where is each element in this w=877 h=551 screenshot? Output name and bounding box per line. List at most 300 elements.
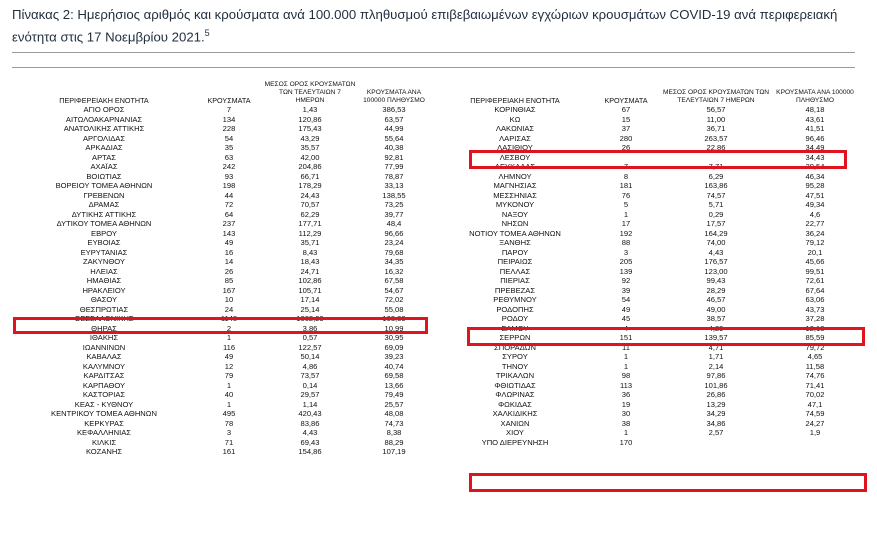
table-row bbox=[14, 333, 432, 343]
per100k-cell: 43,61 bbox=[805, 114, 825, 124]
per100k-cell: 39,23 bbox=[384, 352, 404, 361]
per100k-cell: 67,64 bbox=[805, 285, 825, 295]
cases-cell: 7 bbox=[623, 162, 629, 171]
avg7-cell: 74,57 bbox=[706, 190, 726, 200]
per100k-cell: 96,66 bbox=[384, 228, 404, 238]
cases-cell: 39 bbox=[621, 285, 631, 295]
per100k-cell: 69,09 bbox=[384, 342, 404, 352]
right-table-header bbox=[440, 83, 860, 105]
region-cell: ΣΠΟΡΑΔΩΝ bbox=[494, 342, 536, 352]
region-cell: ΚΑΡΔΙΤΣΑΣ bbox=[83, 371, 125, 380]
cases-cell: 15 bbox=[621, 114, 631, 124]
avg7-cell: 1,71 bbox=[708, 352, 724, 361]
highlight-box-chanion bbox=[469, 473, 867, 492]
region-cell: ΑΝΑΤΟΛΙΚΗΣ ΑΤΤΙΚΗΣ bbox=[63, 124, 145, 133]
table-row bbox=[14, 286, 432, 296]
region-cell: ΕΥΒΟΙΑΣ bbox=[87, 238, 121, 247]
avg7-cell: 25,14 bbox=[300, 304, 320, 314]
per100k-cell: 34,43 bbox=[805, 152, 825, 162]
per100k-cell: 63,57 bbox=[384, 114, 404, 124]
avg7-cell: 4,43 bbox=[302, 428, 318, 437]
cases-cell: 1 bbox=[226, 333, 232, 342]
cases-cell: 192 bbox=[619, 228, 633, 238]
region-cell: ΦΛΩΡΙΝΑΣ bbox=[495, 390, 535, 399]
header-rule bbox=[12, 67, 855, 68]
avg7-cell: 70,57 bbox=[300, 200, 320, 209]
table-row bbox=[440, 200, 860, 210]
cases-cell: 116 bbox=[222, 342, 236, 352]
cases-cell: 181 bbox=[619, 181, 633, 190]
cases-cell: 17 bbox=[621, 219, 631, 228]
table-row bbox=[440, 219, 860, 229]
avg7-cell: 4,43 bbox=[708, 247, 724, 257]
table-row bbox=[440, 257, 860, 267]
avg7-cell: 24,43 bbox=[300, 190, 320, 200]
region-cell: ΡΕΘΥΜΝΟΥ bbox=[493, 295, 537, 304]
per100k-cell: 43,73 bbox=[805, 304, 825, 314]
table-row bbox=[14, 267, 432, 277]
avg7-cell: 83,86 bbox=[300, 418, 320, 428]
avg7-cell: 99,43 bbox=[706, 276, 726, 285]
table-row bbox=[14, 419, 432, 429]
table-row bbox=[440, 428, 860, 438]
cases-cell: 30 bbox=[621, 409, 631, 418]
region-cell: ΠΙΕΡΙΑΣ bbox=[500, 276, 530, 285]
region-cell: ΒΟΡΕΙΟΥ ΤΟΜΕΑ ΑΘΗΝΩΝ bbox=[55, 181, 153, 190]
table-row bbox=[14, 390, 432, 400]
per100k-cell: 4,65 bbox=[807, 352, 823, 361]
avg7-cell: 36,71 bbox=[706, 124, 726, 133]
per100k-cell: 74,73 bbox=[384, 418, 404, 428]
cases-cell: 38 bbox=[621, 418, 631, 428]
per100k-cell: 55,08 bbox=[384, 304, 404, 314]
cases-cell: 85 bbox=[224, 276, 234, 285]
table-row bbox=[14, 400, 432, 410]
per100k-cell: 40,74 bbox=[384, 361, 404, 371]
avg7-cell: 1,43 bbox=[302, 105, 318, 114]
table-row bbox=[440, 286, 860, 296]
cases-cell: 280 bbox=[619, 133, 633, 143]
cases-cell: 98 bbox=[621, 371, 631, 380]
per100k-cell: 103,39 bbox=[382, 314, 406, 323]
region-cell: ΧΙΟΥ bbox=[506, 428, 524, 437]
region-cell: ΜΕΣΣΗΝΙΑΣ bbox=[493, 190, 537, 200]
table-row bbox=[14, 305, 432, 315]
region-cell: ΜΑΓΝΗΣΙΑΣ bbox=[493, 181, 537, 190]
region-cell: ΜΥΚΟΝΟΥ bbox=[495, 200, 535, 209]
region-cell: ΘΗΡΑΣ bbox=[91, 323, 117, 333]
avg7-cell: 49,00 bbox=[706, 304, 726, 314]
region-cell: ΠΕΙΡΑΙΩΣ bbox=[497, 257, 533, 266]
avg7-cell: 2,14 bbox=[708, 361, 724, 371]
avg7-cell: 56,57 bbox=[706, 105, 726, 114]
per100k-cell: 23,24 bbox=[384, 238, 404, 247]
avg7-cell: 204,86 bbox=[298, 162, 322, 171]
table-row bbox=[14, 371, 432, 381]
cases-cell: 14 bbox=[224, 257, 234, 266]
avg7-cell: 34,86 bbox=[706, 418, 726, 428]
per100k-cell: 29,54 bbox=[805, 162, 825, 171]
header-cases: ΚΡΟΥΣΜΑΤΑ bbox=[604, 96, 648, 105]
per100k-cell: 16,32 bbox=[384, 266, 404, 276]
per100k-cell: 44,99 bbox=[384, 124, 404, 133]
cases-cell: 1 bbox=[226, 399, 232, 409]
cases-cell: 143 bbox=[222, 228, 236, 238]
region-cell: ΚΕΑΣ - ΚΥΘΝΟΥ bbox=[74, 399, 134, 409]
avg7-cell: 11,00 bbox=[706, 114, 726, 124]
cases-cell: 1 bbox=[623, 361, 629, 371]
per100k-cell: 77,99 bbox=[384, 162, 404, 171]
table-row bbox=[440, 181, 860, 191]
per100k-cell: 34,35 bbox=[384, 257, 404, 266]
per100k-cell: 37,28 bbox=[805, 314, 825, 323]
table-row bbox=[440, 371, 860, 381]
avg7-cell: 62,29 bbox=[300, 209, 320, 219]
per100k-cell: 54,67 bbox=[384, 285, 404, 295]
cases-cell: 36 bbox=[621, 390, 631, 399]
region-cell: ΚΟΖΑΝΗΣ bbox=[85, 447, 123, 456]
header-avg7: ΜΕΣΟΣ ΟΡΟΣ ΚΡΟΥΣΜΑΤΩΝ ΤΩΝ ΤΕΛΕΥΤΑΙΩΝ 7 ΗΜΕΡΩΝ bbox=[264, 81, 356, 104]
region-cell: ΝΟΤΙΟΥ ΤΟΜΕΑ ΑΘΗΝΩΝ bbox=[469, 228, 561, 238]
region-cell: ΧΑΛΚΙΔΙΚΗΣ bbox=[492, 409, 538, 418]
avg7-cell: 26,86 bbox=[706, 390, 726, 399]
region-cell: ΤΗΝΟΥ bbox=[501, 361, 529, 371]
avg7-cell: 163,86 bbox=[704, 181, 728, 190]
table-row bbox=[14, 210, 432, 220]
region-cell: ΑΓΙΟ ΟΡΟΣ bbox=[83, 105, 125, 114]
cases-cell: 7 bbox=[226, 105, 232, 114]
avg7-cell: 69,43 bbox=[300, 437, 320, 447]
avg7-cell: 18,43 bbox=[300, 257, 320, 266]
avg7-cell: 154,86 bbox=[298, 447, 322, 456]
per100k-cell: 45,66 bbox=[805, 257, 825, 266]
cases-cell: 1 bbox=[226, 380, 232, 390]
per100k-cell: 70,02 bbox=[805, 390, 825, 399]
cases-cell: 19 bbox=[621, 399, 631, 409]
cases-cell: 49 bbox=[224, 238, 234, 247]
avg7-cell: 120,86 bbox=[298, 114, 322, 124]
region-cell: ΠΕΛΛΑΣ bbox=[499, 266, 531, 276]
per100k-cell: 69,58 bbox=[384, 371, 404, 380]
table-row bbox=[14, 295, 432, 305]
region-cell: ΥΠΟ ΔΙΕΡΕΥΝΗΣΗ bbox=[481, 437, 549, 447]
per100k-cell: 79,49 bbox=[384, 390, 404, 399]
cases-cell: 64 bbox=[224, 209, 234, 219]
table-row bbox=[14, 362, 432, 372]
top-rule bbox=[12, 52, 855, 53]
table-row bbox=[440, 229, 860, 239]
cases-cell: 88 bbox=[621, 238, 631, 247]
table-row bbox=[440, 314, 860, 324]
cases-cell: 495 bbox=[222, 409, 236, 418]
region-cell: ΚΙΛΚΙΣ bbox=[91, 437, 117, 447]
region-cell: ΝΑΞΟΥ bbox=[501, 209, 529, 219]
table-row bbox=[440, 352, 860, 362]
table-row bbox=[14, 162, 432, 172]
cases-cell: 167 bbox=[222, 285, 236, 295]
cases-cell: 79 bbox=[224, 371, 234, 380]
per100k-cell: 92,81 bbox=[384, 152, 404, 162]
per100k-cell: 11,58 bbox=[805, 361, 825, 371]
cases-cell: 4 bbox=[623, 323, 629, 333]
region-cell: ΞΑΝΘΗΣ bbox=[499, 238, 531, 247]
per100k-cell: 40,38 bbox=[384, 143, 404, 152]
cases-cell: 49 bbox=[621, 304, 631, 314]
per100k-cell: 55,64 bbox=[384, 133, 404, 143]
cases-cell: 54 bbox=[224, 133, 234, 143]
region-cell: ΚΑΣΤΟΡΙΑΣ bbox=[82, 390, 126, 399]
per100k-cell: 41,51 bbox=[805, 124, 825, 133]
cases-cell: 3 bbox=[226, 428, 232, 437]
region-cell: ΣΥΡΟΥ bbox=[502, 352, 528, 361]
region-cell: ΗΡΑΚΛΕΙΟΥ bbox=[82, 285, 126, 295]
header-per100k: ΚΡΟΥΣΜΑΤΑ ΑΝΑ 100000 ΠΛΗΘΥΣΜΟ bbox=[363, 89, 425, 104]
table-row bbox=[14, 447, 432, 457]
avg7-cell: 24,71 bbox=[300, 266, 320, 276]
per100k-cell: 85,59 bbox=[805, 333, 825, 342]
avg7-cell: 74,00 bbox=[706, 238, 726, 247]
per100k-cell: 99,51 bbox=[805, 266, 825, 276]
highlight-box-lasithiou bbox=[469, 150, 847, 169]
region-cell: ΚΟΡΙΝΘΙΑΣ bbox=[494, 105, 536, 114]
per100k-cell: 72,61 bbox=[805, 276, 825, 285]
avg7-cell: 34,29 bbox=[706, 409, 726, 418]
region-cell: ΙΘΑΚΗΣ bbox=[89, 333, 119, 342]
avg7-cell: 1002,29 bbox=[296, 314, 324, 323]
table-row bbox=[440, 248, 860, 258]
region-cell: ΘΕΣΠΡΩΤΙΑΣ bbox=[79, 304, 129, 314]
table-row bbox=[440, 124, 860, 134]
avg7-cell: 17,14 bbox=[300, 295, 320, 304]
avg7-cell: 35,57 bbox=[300, 143, 320, 152]
region-cell: ΑΧΑΪΑΣ bbox=[90, 162, 118, 171]
cases-cell: 5 bbox=[623, 200, 629, 209]
per100k-cell: 95,28 bbox=[805, 181, 825, 190]
per100k-cell bbox=[770, 438, 860, 448]
avg7-cell: 420,43 bbox=[298, 409, 322, 418]
cases-cell: 54 bbox=[621, 295, 631, 304]
per100k-cell: 46,34 bbox=[805, 171, 825, 181]
cases-cell: 78 bbox=[224, 418, 234, 428]
cases-cell: 37 bbox=[621, 124, 631, 133]
region-cell: ΚΕΦΑΛΛΗΝΙΑΣ bbox=[76, 428, 132, 437]
per100k-cell: 63,06 bbox=[805, 295, 825, 304]
table-row bbox=[14, 172, 432, 182]
per100k-cell: 107,19 bbox=[382, 447, 406, 456]
per100k-cell: 48,4 bbox=[386, 219, 402, 228]
per100k-cell: 67,58 bbox=[384, 276, 404, 285]
table-row bbox=[440, 381, 860, 391]
avg7-cell: 73,57 bbox=[300, 371, 320, 380]
region-cell: ΕΥΡΥΤΑΝΙΑΣ bbox=[80, 247, 128, 257]
per100k-cell: 1,9 bbox=[809, 428, 821, 437]
per100k-cell: 79,12 bbox=[805, 238, 825, 247]
table-row bbox=[14, 134, 432, 144]
table-row bbox=[440, 105, 860, 115]
avg7-cell: 5,71 bbox=[708, 200, 724, 209]
avg7-cell: 4,71 bbox=[708, 342, 724, 352]
region-cell: ΒΟΙΩΤΙΑΣ bbox=[86, 171, 122, 181]
table-row bbox=[440, 390, 860, 400]
table-row bbox=[14, 181, 432, 191]
per100k-cell: 25,57 bbox=[384, 399, 404, 409]
region-cell: ΕΒΡΟΥ bbox=[91, 228, 117, 238]
cases-cell: 237 bbox=[222, 219, 236, 228]
cases-cell: 139 bbox=[619, 266, 633, 276]
per100k-cell: 138,55 bbox=[382, 190, 406, 200]
avg7-cell: 13,29 bbox=[706, 399, 726, 409]
table-row bbox=[440, 267, 860, 277]
avg7-cell: 66,71 bbox=[300, 171, 320, 181]
region-cell: ΣΕΡΡΩΝ bbox=[499, 333, 531, 342]
avg7-cell: 8,43 bbox=[302, 247, 318, 257]
table-row bbox=[14, 381, 432, 391]
avg7-cell: 50,14 bbox=[300, 352, 320, 361]
per100k-cell: 47,1 bbox=[807, 399, 823, 409]
per100k-cell: 33,13 bbox=[384, 181, 404, 190]
avg7-cell: 3,86 bbox=[302, 323, 318, 333]
table-row bbox=[440, 419, 860, 429]
avg7-cell: 176,57 bbox=[704, 257, 728, 266]
avg7-cell: 38,57 bbox=[706, 314, 726, 323]
cases-cell: 72 bbox=[224, 200, 234, 209]
table-row bbox=[440, 295, 860, 305]
avg7-cell: 178,29 bbox=[298, 181, 322, 190]
cases-cell: 1 bbox=[623, 428, 629, 437]
avg7-cell: 0,14 bbox=[302, 380, 318, 390]
region-cell: ΖΑΚΥΝΘΟΥ bbox=[83, 257, 125, 266]
cases-cell: 71 bbox=[224, 437, 234, 447]
region-cell: ΑΙΤΩΛΟΑΚΑΡΝΑΝΙΑΣ bbox=[65, 114, 143, 124]
per100k-cell: 71,41 bbox=[805, 380, 825, 390]
table-row bbox=[14, 248, 432, 258]
region-cell: ΡΟΔΟΥ bbox=[501, 314, 529, 323]
avg7-cell: 123,00 bbox=[704, 266, 728, 276]
table-row bbox=[14, 115, 432, 125]
cases-cell: 3 bbox=[623, 247, 629, 257]
per100k-cell: 79,68 bbox=[384, 247, 404, 257]
table-row bbox=[14, 438, 432, 448]
region-cell: ΔΡΑΜΑΣ bbox=[88, 200, 120, 209]
region-cell: ΝΗΣΩΝ bbox=[501, 219, 529, 228]
table-row bbox=[440, 191, 860, 201]
cases-cell: 26 bbox=[224, 266, 234, 276]
region-cell: ΤΡΙΚΑΛΩΝ bbox=[495, 371, 535, 380]
table-row bbox=[14, 124, 432, 134]
avg7-cell: 139,57 bbox=[704, 333, 728, 342]
region-cell: ΗΜΑΘΙΑΣ bbox=[86, 276, 122, 285]
per100k-cell: 88,29 bbox=[384, 437, 404, 447]
table-row bbox=[440, 305, 860, 315]
highlight-box-irakleiou bbox=[13, 317, 428, 334]
table-row bbox=[14, 219, 432, 229]
table-caption bbox=[12, 6, 862, 46]
cases-cell: 16 bbox=[224, 247, 234, 257]
cases-cell: 35 bbox=[224, 143, 234, 152]
avg7-cell: 46,57 bbox=[706, 295, 726, 304]
region-cell: ΦΘΙΩΤΙΔΑΣ bbox=[494, 380, 536, 390]
cases-cell: 2 bbox=[226, 323, 232, 333]
left-table bbox=[14, 83, 432, 457]
cases-cell: 93 bbox=[224, 171, 234, 181]
region-cell: ΚΑΛΥΜΝΟΥ bbox=[82, 361, 126, 371]
table-row bbox=[14, 143, 432, 153]
region-cell: ΑΡΚΑΔΙΑΣ bbox=[85, 143, 123, 152]
table-row bbox=[14, 276, 432, 286]
region-cell: ΔΥΤΙΚΟΥ ΤΟΜΕΑ ΑΘΗΝΩΝ bbox=[56, 219, 152, 228]
region-cell: ΛΑΡΙΣΑΣ bbox=[499, 133, 531, 143]
table-row bbox=[14, 428, 432, 438]
cases-cell: 67 bbox=[621, 105, 631, 114]
cases-cell: 63 bbox=[224, 152, 234, 162]
per100k-cell: 79,72 bbox=[805, 342, 825, 352]
per100k-cell: 78,87 bbox=[384, 171, 404, 181]
table-row bbox=[14, 153, 432, 163]
cases-cell: 45 bbox=[621, 314, 631, 323]
region-cell: ΛΑΣΙΘΙΟΥ bbox=[497, 143, 533, 152]
header-per100k: ΚΡΟΥΣΜΑΤΑ ΑΝΑ 100000 ΠΛΗΘΥΣΜΟ bbox=[776, 89, 854, 104]
region-cell: ΘΑΣΟΥ bbox=[90, 295, 118, 304]
avg7-cell: 101,86 bbox=[704, 380, 728, 390]
region-cell: ΙΩΑΝΝΙΝΩΝ bbox=[82, 342, 126, 352]
region-cell: ΓΡΕΒΕΝΩΝ bbox=[83, 190, 125, 200]
table-row bbox=[440, 210, 860, 220]
header-avg7: ΜΕΣΟΣ ΟΡΟΣ ΚΡΟΥΣΜΑΤΩΝ ΤΩΝ ΤΕΛΕΥΤΑΙΩΝ 7 ΗΜΕΡΩΝ bbox=[662, 89, 770, 104]
per100k-cell: 20,1 bbox=[807, 247, 823, 257]
cases-cell: 12 bbox=[224, 361, 234, 371]
per100k-cell: 36,24 bbox=[805, 228, 825, 238]
region-cell: ΔΥΤΙΚΗΣ ΑΤΤΙΚΗΣ bbox=[71, 209, 137, 219]
avg7-cell: 2,57 bbox=[708, 428, 724, 437]
cases-cell: 1148 bbox=[220, 314, 238, 323]
highlight-box-rethymnou bbox=[467, 327, 865, 346]
table-row bbox=[14, 257, 432, 267]
avg7-cell: 177,71 bbox=[298, 219, 322, 228]
region-cell: ΦΩΚΙΔΑΣ bbox=[498, 399, 532, 409]
cases-cell: 10 bbox=[224, 295, 234, 304]
region-cell: ΗΛΕΙΑΣ bbox=[90, 266, 118, 276]
per100k-cell: 22,77 bbox=[805, 219, 825, 228]
per100k-cell: 34,49 bbox=[805, 143, 825, 152]
region-cell: ΧΑΝΙΩΝ bbox=[500, 418, 530, 428]
per100k-cell: 24,27 bbox=[805, 418, 825, 428]
region-cell: ΠΡΕΒΕΖΑΣ bbox=[494, 285, 536, 295]
avg7-cell: 43,29 bbox=[300, 133, 320, 143]
per100k-cell: 73,25 bbox=[384, 200, 404, 209]
left-table-header bbox=[14, 83, 432, 105]
avg7-cell: 17,57 bbox=[706, 219, 726, 228]
cases-cell: 134 bbox=[222, 114, 236, 124]
region-cell: ΚΕΡΚΥΡΑΣ bbox=[84, 418, 124, 428]
header-region: ΠΕΡΙΦΕΡΕΙΑΚΗ ΕΝΟΤΗΤΑ bbox=[59, 97, 149, 105]
per100k-cell: 30,95 bbox=[384, 333, 404, 342]
cases-cell: 205 bbox=[619, 257, 633, 266]
table-row bbox=[440, 276, 860, 286]
region-cell: ΛΕΣΒΟΥ bbox=[499, 152, 531, 162]
table-row bbox=[14, 191, 432, 201]
table-row bbox=[14, 229, 432, 239]
region-cell: ΑΡΓΟΛΙΔΑΣ bbox=[82, 133, 126, 143]
per100k-cell: 74,76 bbox=[805, 371, 825, 380]
cases-cell: 26 bbox=[621, 143, 631, 152]
table-row bbox=[14, 352, 432, 362]
left-table-body bbox=[14, 105, 432, 457]
per100k-cell: 8,38 bbox=[386, 428, 402, 437]
per100k-cell: 10,99 bbox=[384, 323, 404, 333]
cases-cell: 40 bbox=[224, 390, 234, 399]
avg7-cell bbox=[662, 438, 770, 448]
per100k-cell: 386,53 bbox=[382, 105, 406, 114]
